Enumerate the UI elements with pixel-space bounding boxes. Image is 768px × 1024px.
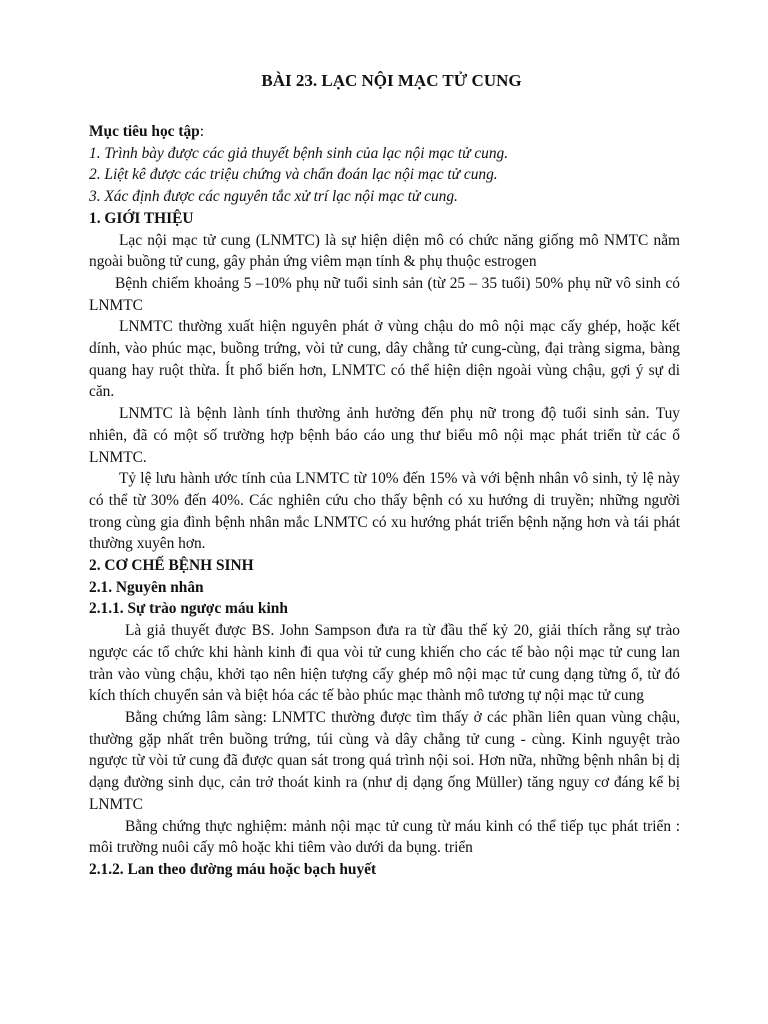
body-paragraph: Lạc nội mạc tử cung (LNMTC) là sự hiện diện mô có chức năng giống mô NMTC nằm ngoài buồng tử cung, gây phản ứng viêm mạn tính & phụ thuộc estrogen	[89, 231, 680, 271]
body-paragraph: Bệnh chiếm khoảng 5 –10% phụ nữ tuổi sinh sản (từ 25 – 35 tuổi) 50% phụ nữ vô sinh có LNMTC	[89, 274, 680, 314]
objective-item: 1. Trình bày được các giả thuyết bệnh sinh của lạc nội mạc tử cung.	[89, 144, 509, 162]
body-paragraph: LNMTC thường xuất hiện nguyên phát ở vùng chậu do mô nội mạc cấy ghép, hoặc kết dính, vào phúc mạc, buồng trứng, vòi tử cung, dây chằng tử cung-cùng, đại tràng sigma, bàng quang hay ruột thừa. Ít phổ biến hơn, LNMTC có thể hiện diện ngoài vùng chậu, gợi ý sự di căn.	[89, 318, 680, 401]
subsection-heading-causes: 2.1. Nguyên nhân	[89, 578, 204, 596]
body-paragraph: Bằng chứng thực nghiệm: mảnh nội mạc tử cung từ máu kinh có thể tiếp tục phát triển : môi trường nuôi cấy mô hoặc khi tiêm vào dưới da bụng. triển	[89, 817, 680, 857]
objectives-heading: Mục tiêu học tập	[89, 123, 200, 140]
objectives-colon: :	[199, 123, 204, 140]
body-paragraph: Tỷ lệ lưu hành ước tính của LNMTC từ 10% đến 15% và với bệnh nhân vô sinh, tỷ lệ này có thể từ 30% đến 40%. Các nghiên cứu cho thấy bệnh có xu hướng di truyền; những người trong cùng gia đình bệnh nhân mắc LNMTC có xu hướng phát triển bệnh nặng hơn và tái phát thường xuyên hơn.	[89, 470, 680, 553]
objective-item: 3. Xác định được các nguyên tắc xử trí lạc nội mạc tử cung.	[89, 188, 458, 206]
subsection-heading-spread: 2.1.2. Lan theo đường máu hoặc bạch huyết	[89, 860, 377, 878]
body-paragraph: Là giả thuyết được BS. John Sampson đưa ra từ đầu thế kỷ 20, giải thích rằng sự trào ngược các tổ chức khi hành kinh đi qua vòi tử cung khiến cho các tế bào nội mạc tử cung lan tràn vào vùng chậu, khởi tạo nên hiện tượng cấy ghép mô nội mạc tử cung dạng từng ổ, từ đó kích thích chuyển sản và biệt hóa các tế bào phúc mạc thành mô tương tự nội mạc tử cung	[89, 622, 680, 705]
section-heading-intro: 1. GIỚI THIỆU	[89, 209, 194, 227]
objectives-heading-line	[89, 121, 680, 143]
section-heading-pathogenesis: 2. CƠ CHẾ BỆNH SINH	[89, 557, 254, 575]
objective-item: 2. Liệt kê được các triệu chứng và chẩn đoán lạc nội mạc tử cung.	[89, 166, 498, 184]
page-title: BÀI 23. LẠC NỘI MẠC TỬ CUNG	[261, 71, 522, 90]
body-paragraph: LNMTC là bệnh lành tính thường ảnh hưởng đến phụ nữ trong độ tuổi sinh sản. Tuy nhiên, đã có một số trường hợp bệnh báo cáo ung thư biểu mô nội mạc phát triển từ các ổ LNMTC.	[89, 405, 680, 466]
subsection-heading-retrograde: 2.1.1. Sự trào ngược máu kinh	[89, 600, 288, 618]
body-paragraph: Bằng chứng lâm sàng: LNMTC thường được tìm thấy ở các phần liên quan vùng chậu, thường gặp nhất trên buồng trứng, túi cùng và dây chằng tử cung - cùng. Kinh nguyệt trào ngược từ vòi tử cung đã được quan sát trong quá trình nội soi. Hơn nữa, những bệnh nhân bị dị dạng đường sinh dục, cản trở thoát kinh ra (như dị dạng ống Müller) tăng nguy cơ đáng kể bị LNMTC	[89, 708, 680, 813]
